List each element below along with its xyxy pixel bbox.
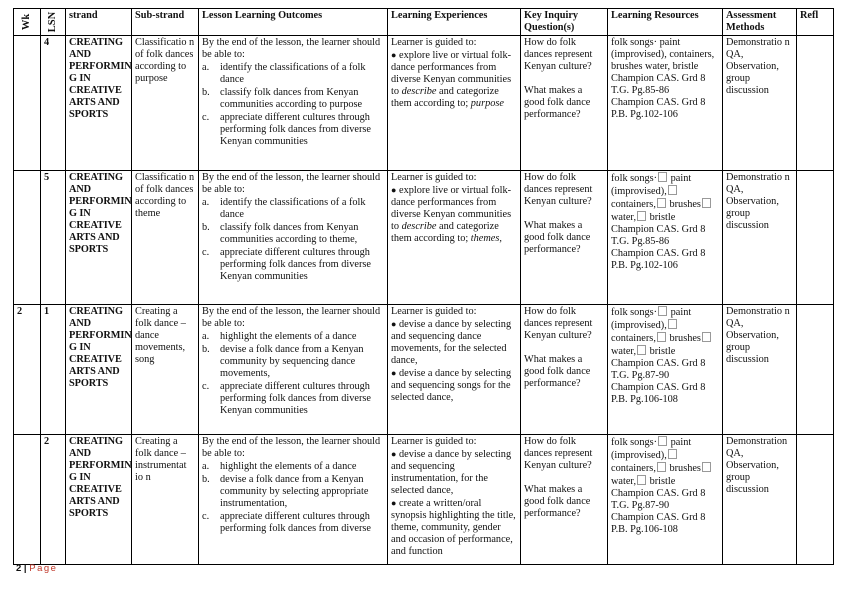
missing-glyph-icon	[637, 475, 646, 485]
bullet-icon: ●	[391, 368, 397, 378]
cell-reflection	[797, 435, 834, 565]
cell-experiences: Learner is guided to: ● explore live or virtual folk-dance performances from diverse Kenyan communities to describe and categorize them according to; themes,	[388, 171, 521, 305]
outcome-item: a. identify the classifications of a folk dance	[202, 197, 366, 220]
header-inquiry: Key Inquiry Question(s)	[521, 9, 608, 36]
table-row	[14, 171, 834, 305]
missing-glyph-icon	[657, 462, 666, 472]
lesson-plan-table	[13, 8, 834, 565]
cell-inquiry: How do folk dances represent Kenyan culture? What makes a good folk dance performance?	[521, 36, 608, 171]
header-experiences: Learning Experiences	[388, 9, 521, 36]
cell-wk: 2	[14, 305, 41, 435]
header-sub-strand: Sub-strand	[132, 9, 199, 36]
cell-reflection	[797, 305, 834, 435]
bullet-icon: ●	[391, 498, 397, 508]
cell-outcomes	[199, 435, 388, 565]
outcomes-intro: By the end of the lesson, the learner should be able to:	[202, 37, 381, 60]
cell-wk	[14, 435, 41, 565]
missing-glyph-icon	[702, 332, 711, 342]
cell-wk	[14, 171, 41, 305]
experience-item: ● explore live or virtual folk-dance performances from diverse Kenyan communities to describe and categorize them according to; themes,	[391, 185, 512, 244]
cell-resources: folk songs· paint (improvised), containers, brushes water, bristle Champion CAS. Grd 8 T.G. Pg.87-90 Champion CAS. Grd 8 P.B. Pg.106-108	[608, 435, 723, 565]
cell-experiences: Learner is guided to: ● devise a dance by selecting and sequencing instrumentation, for the selected dance, ● create a written/oral synopsis highlighting the title, theme, community, gender and occasion of performance, and function	[388, 435, 521, 565]
cell-lsn: 1	[41, 305, 66, 435]
header-assessment: Assessment Methods	[723, 9, 797, 36]
cell-resources: folk songs· paint (improvised), containers, brushes water, bristle Champion CAS. Grd 8 T.G. Pg.87-90 Champion CAS. Grd 8 P.B. Pg.106-108	[608, 305, 723, 435]
bullet-icon: ●	[391, 50, 397, 60]
cell-inquiry: How do folk dances represent Kenyan culture? What makes a good folk dance performance?	[521, 171, 608, 305]
cell-resources: folk songs· paint (improvised), containers, brushes water, bristle Champion CAS. Grd 8 T.G. Pg.85-86 Champion CAS. Grd 8 P.B. Pg.102-106	[608, 171, 723, 305]
cell-outcomes	[199, 305, 388, 435]
header-row	[14, 9, 834, 36]
outcomes-list	[202, 461, 384, 535]
cell-lsn: 5	[41, 171, 66, 305]
cell-assessment: Demonstratio n QA, Observation, group discussion	[723, 36, 797, 171]
outcome-item: b. devise a folk dance from a Kenyan community by sequencing dance movements,	[202, 344, 364, 379]
table-row	[14, 435, 834, 565]
missing-glyph-icon	[668, 185, 677, 195]
page-footer	[16, 563, 57, 574]
page-label: Page	[29, 563, 58, 574]
experience-item: ● devise a dance by selecting and sequencing songs for the selected dance,	[391, 368, 512, 403]
outcome-item: a. highlight the elements of a dance	[202, 331, 357, 342]
outcomes-list	[202, 331, 384, 417]
header-lsn: LSN	[41, 9, 66, 36]
outcome-item: b. devise a folk dance from a Kenyan community by selecting appropriate instrumentation,	[202, 474, 369, 509]
missing-glyph-icon	[637, 211, 646, 221]
cell-inquiry: How do folk dances represent Kenyan culture? What makes a good folk dance performance?	[521, 435, 608, 565]
outcome-item: c. appreciate different cultures through performing folk dances from diverse Kenyan communities	[202, 247, 371, 282]
header-outcomes: Lesson Learning Outcomes	[199, 9, 388, 36]
cell-strand: CREATING AND PERFORMIN G IN CREATIVE ARTS AND SPORTS	[66, 171, 132, 305]
cell-strand: CREATING AND PERFORMIN G IN CREATIVE ARTS AND SPORTS	[66, 305, 132, 435]
header-strand: strand	[66, 9, 132, 36]
outcome-item: b. classify folk dances from Kenyan communities according to purpose	[202, 87, 363, 110]
cell-resources: folk songs· paint (improvised), containers, brushes water, bristle Champion CAS. Grd 8 T.G. Pg.85-86 Champion CAS. Grd 8 P.B. Pg.102-106	[608, 36, 723, 171]
cell-assessment: Demonstratio n QA, Observation, group discussion	[723, 171, 797, 305]
missing-glyph-icon	[657, 198, 666, 208]
missing-glyph-icon	[702, 198, 711, 208]
bullet-icon: ●	[391, 319, 397, 329]
experience-item: ● explore live or virtual folk-dance performances from diverse Kenyan communities to describe and categorize them according to; purpose	[391, 50, 512, 109]
cell-assessment: Demonstratio n QA, Observation, group discussion	[723, 305, 797, 435]
missing-glyph-icon	[637, 345, 646, 355]
cell-inquiry: How do folk dances represent Kenyan culture? What makes a good folk dance performance?	[521, 305, 608, 435]
missing-glyph-icon	[668, 449, 677, 459]
header-wk: Wk	[14, 9, 41, 36]
outcomes-intro: By the end of the lesson, the learner should be able to:	[202, 172, 381, 195]
cell-strand: CREATING AND PERFORMIN G IN CREATIVE ARTS AND SPORTS	[66, 435, 132, 565]
outcomes-intro: By the end of the lesson, the learner should be able to:	[202, 306, 381, 329]
cell-outcomes	[199, 36, 388, 171]
cell-lsn: 2	[41, 435, 66, 565]
cell-sub-strand: Classificatio n of folk dances according to theme	[132, 171, 199, 305]
cell-reflection	[797, 171, 834, 305]
cell-outcomes	[199, 171, 388, 305]
outcome-item: c. appreciate different cultures through performing folk dances from diverse	[202, 511, 371, 534]
missing-glyph-icon	[658, 306, 667, 316]
materials-list: folk songs· paint (improvised), containers, brushes water, bristle	[611, 436, 719, 488]
experience-item: ● devise a dance by selecting and sequencing instrumentation, for the selected dance,	[391, 449, 512, 496]
cell-assessment: Demonstration QA, Observation, group discussion	[723, 435, 797, 565]
cell-experiences: Learner is guided to: ● explore live or virtual folk-dance performances from diverse Kenyan communities to describe and categorize them according to; purpose	[388, 36, 521, 171]
bullet-icon: ●	[391, 449, 397, 459]
missing-glyph-icon	[702, 462, 711, 472]
outcome-item: c. appreciate different cultures through performing folk dances from diverse Kenyan communities	[202, 381, 371, 416]
header-reflection: Refl	[797, 9, 834, 36]
cell-strand: CREATING AND PERFORMIN G IN CREATIVE ARTS AND SPORTS	[66, 36, 132, 171]
cell-sub-strand: Classificatio n of folk dances according to purpose	[132, 36, 199, 171]
cell-lsn: 4	[41, 36, 66, 171]
outcomes-intro: By the end of the lesson, the learner should be able to:	[202, 436, 381, 459]
page-number: 2	[16, 563, 22, 574]
experience-item: ● create a written/oral synopsis highlighting the title, theme, community, gender and occasion of performance, and function	[391, 498, 516, 557]
missing-glyph-icon	[658, 172, 667, 182]
table-row	[14, 36, 834, 171]
table-row	[14, 305, 834, 435]
outcome-item: a. highlight the elements of a dance	[202, 461, 357, 472]
outcome-item: a. identify the classifications of a folk dance	[202, 62, 366, 85]
materials-list: folk songs· paint (improvised), containers, brushes water, bristle	[611, 172, 719, 224]
experience-item: ● devise a dance by selecting and sequencing dance movements, for the selected dance,	[391, 319, 512, 366]
header-resources: Learning Resources	[608, 9, 723, 36]
outcomes-list	[202, 62, 384, 148]
missing-glyph-icon	[658, 436, 667, 446]
bullet-icon: ●	[391, 185, 397, 195]
cell-sub-strand: Creating a folk dance – instrumentat io n	[132, 435, 199, 565]
missing-glyph-icon	[657, 332, 666, 342]
outcome-item: b. classify folk dances from Kenyan communities according to theme,	[202, 222, 359, 245]
outcomes-list	[202, 197, 384, 283]
missing-glyph-icon	[668, 319, 677, 329]
footer-separator: |	[21, 563, 30, 574]
cell-reflection	[797, 36, 834, 171]
materials-list: folk songs· paint (improvised), containers, brushes water, bristle	[611, 306, 719, 358]
cell-sub-strand: Creating a folk dance – dance movements, song	[132, 305, 199, 435]
cell-experiences: Learner is guided to: ● devise a dance by selecting and sequencing dance movements, for the selected dance, ● devise a dance by selecting and sequencing songs for the selected dance,	[388, 305, 521, 435]
cell-wk	[14, 36, 41, 171]
outcome-item: c. appreciate different cultures through performing folk dances from diverse Kenyan communities	[202, 112, 371, 147]
